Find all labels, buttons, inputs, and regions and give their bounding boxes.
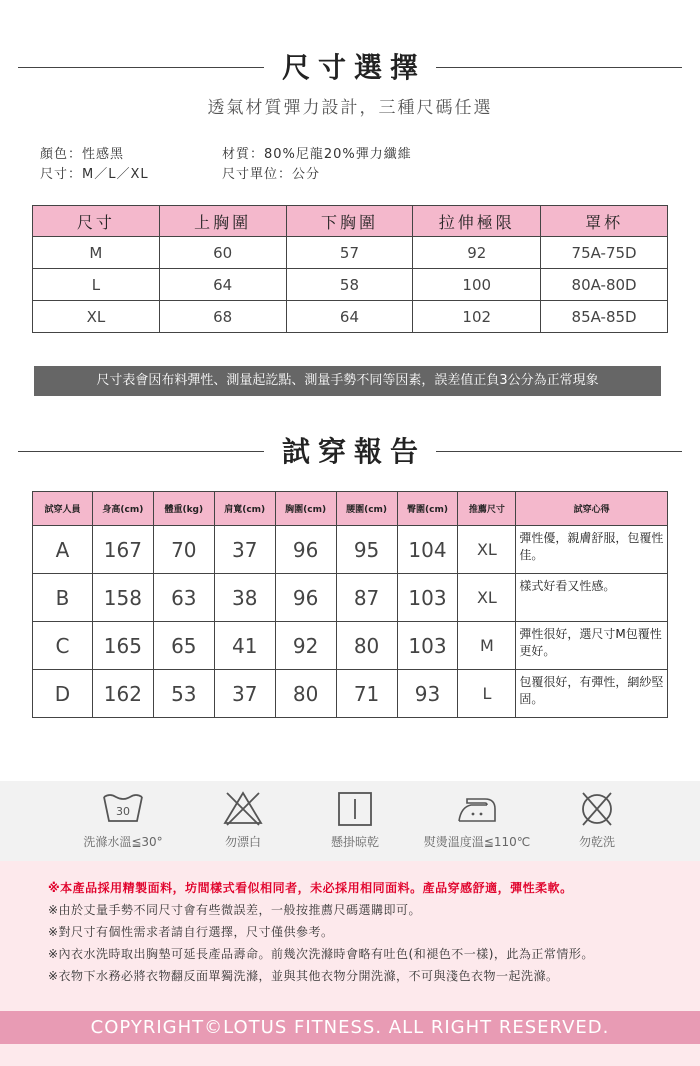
table-cell: M — [458, 622, 516, 670]
table-cell: M — [33, 237, 160, 269]
trial-table-header: 肩寬(cm) — [214, 492, 275, 526]
no-bleach-icon — [221, 789, 265, 829]
table-cell: 80A-80D — [541, 269, 668, 301]
care-label: 勿漂白 — [224, 835, 261, 849]
trial-table — [32, 491, 668, 718]
table-cell: 80 — [275, 670, 336, 718]
table-cell: L — [458, 670, 516, 718]
measurement-note: 尺寸表會因布料彈性、測量起訖點、測量手勢不同等因素，誤差值正負3公分為正常現象 — [34, 366, 661, 396]
table-cell: 103 — [397, 574, 458, 622]
material-line: 材質：80%尼龍20%彈力纖維 — [222, 147, 412, 162]
table-cell: 41 — [214, 622, 275, 670]
trial-table-header: 試穿人員 — [33, 492, 93, 526]
table-cell: 38 — [214, 574, 275, 622]
table-cell: 85A-85D — [541, 301, 668, 333]
no-dry-clean-icon — [575, 789, 619, 829]
trial-comment: 彈性優，親膚舒服，包覆性佳。 — [516, 526, 668, 574]
table-row — [33, 301, 668, 333]
table-cell: 96 — [275, 526, 336, 574]
trial-table-header: 推薦尺寸 — [458, 492, 516, 526]
table-cell: 103 — [397, 622, 458, 670]
table-cell: A — [33, 526, 93, 574]
table-cell: 58 — [286, 269, 413, 301]
table-cell: XL — [458, 574, 516, 622]
table-cell: 37 — [214, 526, 275, 574]
table-cell: 75A-75D — [541, 237, 668, 269]
table-cell: C — [33, 622, 93, 670]
size-table — [32, 205, 668, 333]
table-cell: 64 — [286, 301, 413, 333]
care-label: 熨燙溫度溫≦110℃ — [423, 835, 531, 849]
table-row — [33, 670, 668, 718]
table-cell: 64 — [159, 269, 286, 301]
table-row — [33, 622, 668, 670]
table-cell: 167 — [92, 526, 153, 574]
size-table-header: 拉伸極限 — [413, 206, 541, 237]
care-label: 洗滌水溫≦30° — [83, 835, 163, 849]
trial-comment: 樣式好看又性感。 — [516, 574, 668, 622]
wash-30-icon — [101, 789, 145, 829]
table-cell: 87 — [336, 574, 397, 622]
table-cell: 102 — [413, 301, 541, 333]
trial-section-header — [0, 432, 700, 472]
table-cell: 65 — [153, 622, 214, 670]
product-info-right — [222, 145, 412, 185]
table-cell: 162 — [92, 670, 153, 718]
size-section-header — [0, 48, 700, 88]
wash-temp-text: 30 — [116, 805, 130, 818]
table-cell: XL — [458, 526, 516, 574]
table-cell: 63 — [153, 574, 214, 622]
table-cell: 92 — [413, 237, 541, 269]
trial-section-title: 試穿報告 — [264, 435, 436, 468]
table-cell: 68 — [159, 301, 286, 333]
table-cell: B — [33, 574, 93, 622]
hang-dry-icon — [333, 789, 377, 829]
table-row — [33, 526, 668, 574]
size-table-header: 下胸圍 — [286, 206, 413, 237]
care-instructions — [0, 781, 700, 861]
trial-table-header: 腰圍(cm) — [336, 492, 397, 526]
table-row — [33, 237, 668, 269]
care-item-wash — [58, 789, 188, 850]
size-table-header-row — [33, 206, 668, 237]
table-cell: 92 — [275, 622, 336, 670]
table-cell: D — [33, 670, 93, 718]
iron-low-icon — [455, 789, 499, 829]
table-cell: 37 — [214, 670, 275, 718]
notes-line: ※由於丈量手勢不同尺寸會有些微誤差，一般按推薦尺碼選購即可。 — [48, 903, 422, 917]
notes-line: ※對尺寸有個性需求者請自行選擇，尺寸僅供參考。 — [48, 925, 334, 939]
size-section-subtitle: 透氣材質彈力設計，三種尺碼任選 — [207, 98, 493, 118]
trial-table-header: 體重(kg) — [153, 492, 214, 526]
table-cell: 104 — [397, 526, 458, 574]
size-line: 尺寸：M／L／XL — [40, 167, 149, 182]
table-cell: L — [33, 269, 160, 301]
table-cell: 93 — [397, 670, 458, 718]
table-cell: 158 — [92, 574, 153, 622]
unit-line: 尺寸單位：公分 — [222, 167, 321, 182]
trial-table-header: 臀圍(cm) — [397, 492, 458, 526]
trial-comment: 彈性很好，選尺寸M包覆性更好。 — [516, 622, 668, 670]
care-item-dryclean — [532, 789, 662, 850]
notes-highlight: ※本產品採用精製面料，坊間樣式看似相同者，未必採用相同面料。產品穿感舒適，彈性柔軟。 — [48, 881, 573, 895]
trial-table-header: 胸圍(cm) — [275, 492, 336, 526]
care-item-bleach — [178, 789, 308, 850]
copyright-banner: COPYRIGHT©LOTUS FITNESS. ALL RIGHT RESERVED. — [0, 1011, 700, 1044]
trial-comment: 包覆很好，有彈性，網紗堅固。 — [516, 670, 668, 718]
table-row — [33, 574, 668, 622]
table-cell: XL — [33, 301, 160, 333]
care-label: 懸掛晾乾 — [330, 835, 379, 849]
table-row — [33, 269, 668, 301]
table-cell: 96 — [275, 574, 336, 622]
color-line: 顏色：性感黑 — [40, 147, 125, 162]
trial-table-header-row — [33, 492, 668, 526]
trial-table-header: 身高(cm) — [92, 492, 153, 526]
table-cell: 95 — [336, 526, 397, 574]
care-item-iron — [412, 789, 542, 850]
size-table-header: 罩杯 — [541, 206, 668, 237]
product-notes — [0, 861, 700, 1011]
product-info-left — [40, 145, 149, 185]
size-table-header: 尺寸 — [33, 206, 160, 237]
table-cell: 60 — [159, 237, 286, 269]
notes-line: ※衣物下水務必將衣物翻反面單獨洗滌，並與其他衣物分開洗滌，不可與淺色衣物一起洗滌。 — [48, 969, 559, 983]
table-cell: 165 — [92, 622, 153, 670]
table-cell: 71 — [336, 670, 397, 718]
trial-table-header: 試穿心得 — [516, 492, 668, 526]
table-cell: 70 — [153, 526, 214, 574]
size-table-header: 上胸圍 — [159, 206, 286, 237]
notes-line: ※內衣水洗時取出胸墊可延長產品壽命。前幾次洗滌時會略有吐色(和褪色不一樣)，此為正常情形。 — [48, 947, 594, 961]
care-label: 勿乾洗 — [578, 835, 615, 849]
table-cell: 53 — [153, 670, 214, 718]
care-item-dry — [290, 789, 420, 850]
table-cell: 57 — [286, 237, 413, 269]
bottom-strip — [0, 1044, 700, 1066]
table-cell: 80 — [336, 622, 397, 670]
table-cell: 100 — [413, 269, 541, 301]
size-section-title: 尺寸選擇 — [264, 51, 436, 84]
